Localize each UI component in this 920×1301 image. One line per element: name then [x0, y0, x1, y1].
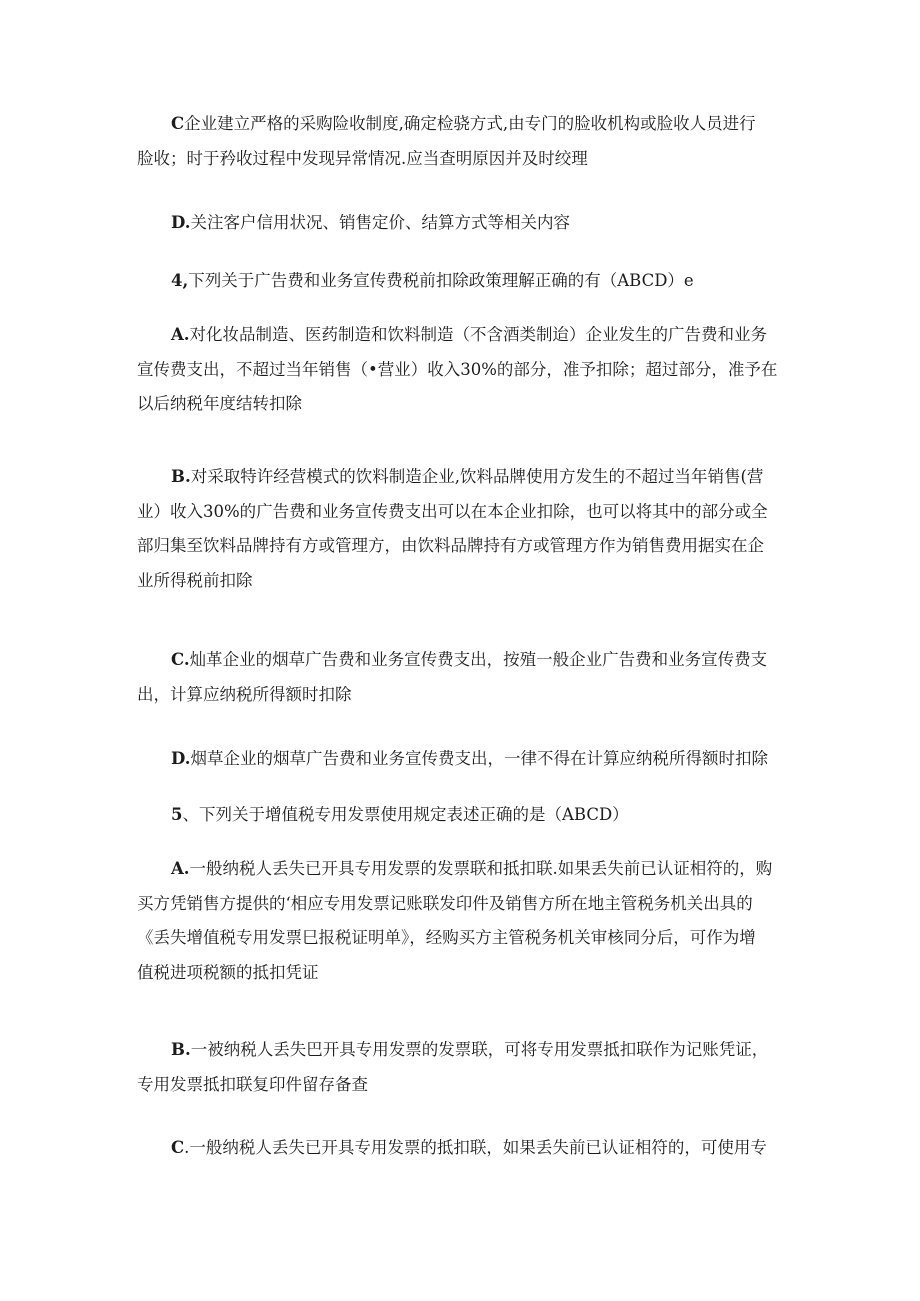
- text-line: 关注客户信用状况、销售定价、结算方式等相关内容: [190, 213, 570, 232]
- option-letter: B.: [171, 1040, 191, 1059]
- q3-option-c: [137, 107, 797, 176]
- option-letter: D.: [171, 749, 191, 768]
- option-letter: A.: [171, 325, 190, 344]
- text-line: 灿革企业的烟草广告费和业务宣传费支出，按殖一般企业广告费和业务宣传费支: [189, 650, 768, 669]
- question-number: 5: [171, 805, 183, 824]
- q4-option-d: [137, 742, 797, 777]
- q4-option-a: [137, 318, 797, 422]
- q5-question: [137, 798, 797, 833]
- text-line: 对化妆品制造、医药制造和饮料制造（不含酒类制迨）企业发生的广告费和业务: [189, 325, 768, 344]
- text-line: 专用发票抵扣联复印件留存备查: [137, 1074, 368, 1094]
- q5-option-a: [137, 852, 797, 990]
- option-letter: C: [171, 114, 185, 133]
- text-line: 业）收入30%的广告费和业务宣传费支出可以在本企业扣除，也可以将其中的部分或全: [137, 501, 768, 521]
- q5-option-b: [137, 1033, 797, 1102]
- text-line: 部归集至饮料品牌持有方或管理方，由饮料品牌持有方或管理方作为销售费用据实在企: [137, 536, 764, 555]
- option-letter: C.: [171, 650, 190, 669]
- text-line: 企业建立严格的采购险收制度,确定检骁方式,由专门的脸收机构或脸收人员进行: [184, 114, 756, 133]
- text-line: .一般纳税人丢失已开具专用发票的抵扣联，如果丢失前已认证相符的，可使用专: [184, 1138, 767, 1157]
- q3-option-d: [137, 206, 797, 241]
- option-letter: A.: [171, 859, 190, 878]
- text-line: 买方凭销售方提供的‘相应专用发票记账联发印件及销售方所在地主管税务机关出具的: [137, 893, 753, 913]
- option-letter: D.: [171, 213, 191, 232]
- text-line: 一般纳税人丢失已开具专用发票的发票联和抵扣联.如果丢失前已认证相符的，购: [189, 859, 773, 878]
- text-line: 以后纳税年度结转扣除: [137, 394, 302, 413]
- text-line: 、下列关于增值税专用发票使用规定表述正确的是（ABCD）: [182, 805, 629, 824]
- q4-option-c: [137, 643, 797, 712]
- text-line: 脸收；时于矜收过程中发现异常情况.应当查明原因并及时绞理: [137, 148, 588, 168]
- text-line: 宣传费支出，不超过当年销售（•营业）收入30%的部分，准予扣除；超过部分，准予在: [137, 359, 778, 379]
- q5-option-c: [137, 1131, 797, 1166]
- q4-option-b: [137, 460, 797, 598]
- question-number: 4,: [171, 271, 189, 290]
- text-line: 业所得税前扣除: [137, 570, 253, 590]
- text-line: 下列关于广告费和业务宣传费税前扣除政策理解正确的有（ABCD）e: [188, 271, 694, 290]
- text-line: 出，计算应纳税所得额时扣除: [137, 684, 352, 704]
- text-line: 《丢失增值税专用发票巳报税证明单》，经购买方主管税务机关审核同分后，可作为增: [137, 928, 756, 947]
- q4-question: [137, 264, 797, 299]
- text-line: 值税进项税额的抵扣凭证: [137, 962, 319, 982]
- option-letter: B.: [171, 467, 191, 486]
- text-line: 烟草企业的烟草广告费和业务宣传费支出，一律不得在计算应纳税所得额时扣除: [190, 749, 768, 768]
- text-line: 一被纳税人丢失巴开具专用发票的发票联，可将专用发票抵扣联作为记账凭证，: [190, 1040, 769, 1059]
- text-line: 对采取特许经营模式的饮料制造企业,饮料品牌使用方发生的不超过当年销售(营: [190, 467, 764, 486]
- option-letter: C: [171, 1138, 185, 1157]
